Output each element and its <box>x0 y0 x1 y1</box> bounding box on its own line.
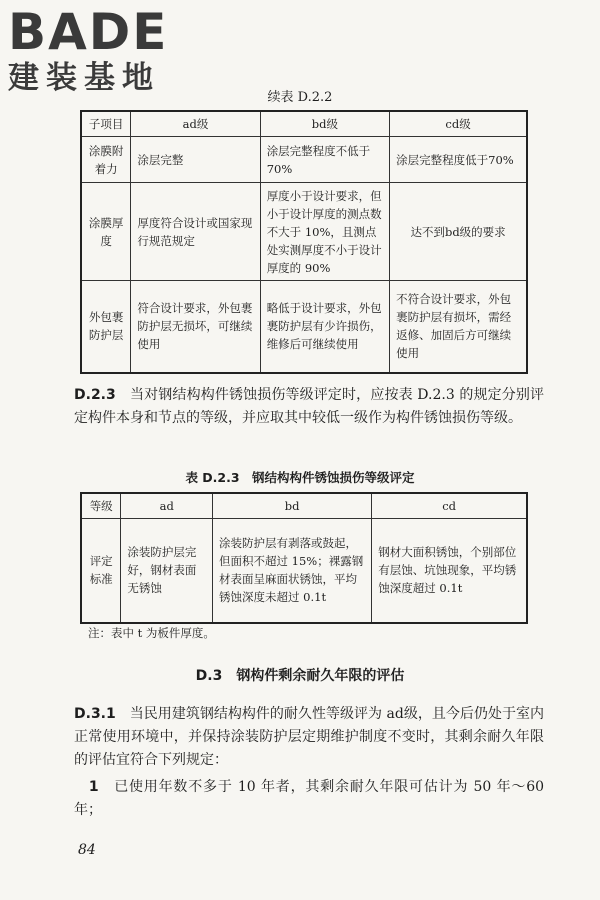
table-cell: 涂装防护层有剥落或鼓起，但面积不超过 15%；裸露钢材表面呈麻面状锈蚀，平均锈蚀深度未超过 0.1t <box>213 519 372 623</box>
table-cell: 达不到bd级的要求 <box>390 183 527 281</box>
table-cell: 符合设计要求，外包裹防护层无损坏，可继续使用 <box>131 281 260 373</box>
table-cell: 厚度小于设计要求，但小于设计厚度的测点数不大于 10%，且测点处实测厚度不小于设计厚度的 90% <box>260 183 389 281</box>
table-row <box>81 183 527 281</box>
table-d23-caption: 表 D.2.3 钢结构构件锈蚀损伤等级评定 <box>185 470 415 485</box>
row-label: 涂膜厚度 <box>81 183 131 281</box>
table-cell: 涂层完整程度低于70% <box>390 137 527 183</box>
table-header-row <box>81 111 527 137</box>
header-cell: 子项目 <box>81 111 131 137</box>
clause-number: D.2.3 <box>74 387 116 403</box>
clause-text: 当民用建筑钢结构构件的耐久性等级评为 ad级，且今后仍处于室内正常使用环境中，并保持涂装防护层定期维护制度不变时，其剩余耐久年限的评估宜符合下列规定： <box>74 706 544 768</box>
table-d22-caption: 续表 D.2.2 <box>267 90 333 105</box>
bade-logo <box>8 3 208 98</box>
header-cell: bd <box>213 493 372 519</box>
header-cell: 等级 <box>81 493 121 519</box>
header-cell: cd <box>372 493 527 519</box>
table-row <box>81 281 527 373</box>
header-cell: bd级 <box>260 111 389 137</box>
clause-text: 当对钢结构构件锈蚀损伤等级评定时，应按表 D.2.3 的规定分别评定构件本身和节点的等级，并应取其中较低一级作为构件锈蚀损伤等级。 <box>74 387 545 426</box>
item-number: 1 <box>88 779 99 795</box>
table-header-row <box>81 493 527 519</box>
clause-number: D.3.1 <box>74 706 116 722</box>
header-cell: cd级 <box>390 111 527 137</box>
item-text: 已使用年数不多于 10 年者，其剩余耐久年限可估计为 50 年～60 年； <box>74 779 545 818</box>
logo-subtitle: 建装基地 <box>8 60 160 96</box>
header-cell: ad级 <box>131 111 260 137</box>
row-label: 外包裹防护层 <box>81 281 131 373</box>
table-cell: 涂层完整 <box>131 137 260 183</box>
header-cell: ad <box>121 493 213 519</box>
table-cell: 涂装防护层完好，钢材表面无锈蚀 <box>121 519 213 623</box>
table-cell: 涂层完整程度不低于70% <box>260 137 389 183</box>
table-row <box>81 519 527 623</box>
table-cell: 厚度符合设计或国家现行规范规定 <box>131 183 260 281</box>
table-note: 注：表中 t 为板件厚度。 <box>88 626 215 640</box>
table-row <box>81 137 527 183</box>
table-cell: 钢材大面积锈蚀，个别部位有层蚀、坑蚀现象，平均锈蚀深度超过 0.1t <box>372 519 527 623</box>
logo-wordmark: BADE <box>8 3 169 61</box>
table-d22 <box>80 110 528 374</box>
paragraph-d31 <box>74 703 544 772</box>
page-number: 84 <box>78 842 96 858</box>
section-heading-d3: D.3 钢构件剩余耐久年限的评估 <box>195 668 405 684</box>
paragraph-d23 <box>74 384 544 430</box>
table-d23 <box>80 492 528 624</box>
table-cell: 不符合设计要求，外包裹防护层有损坏，需经返修、加固后方可继续使用 <box>390 281 527 373</box>
row-label: 评定标准 <box>81 519 121 623</box>
list-item-1 <box>74 776 544 822</box>
table-cell: 略低于设计要求，外包裹防护层有少许损伤，维修后可继续使用 <box>260 281 389 373</box>
row-label: 涂膜附着力 <box>81 137 131 183</box>
